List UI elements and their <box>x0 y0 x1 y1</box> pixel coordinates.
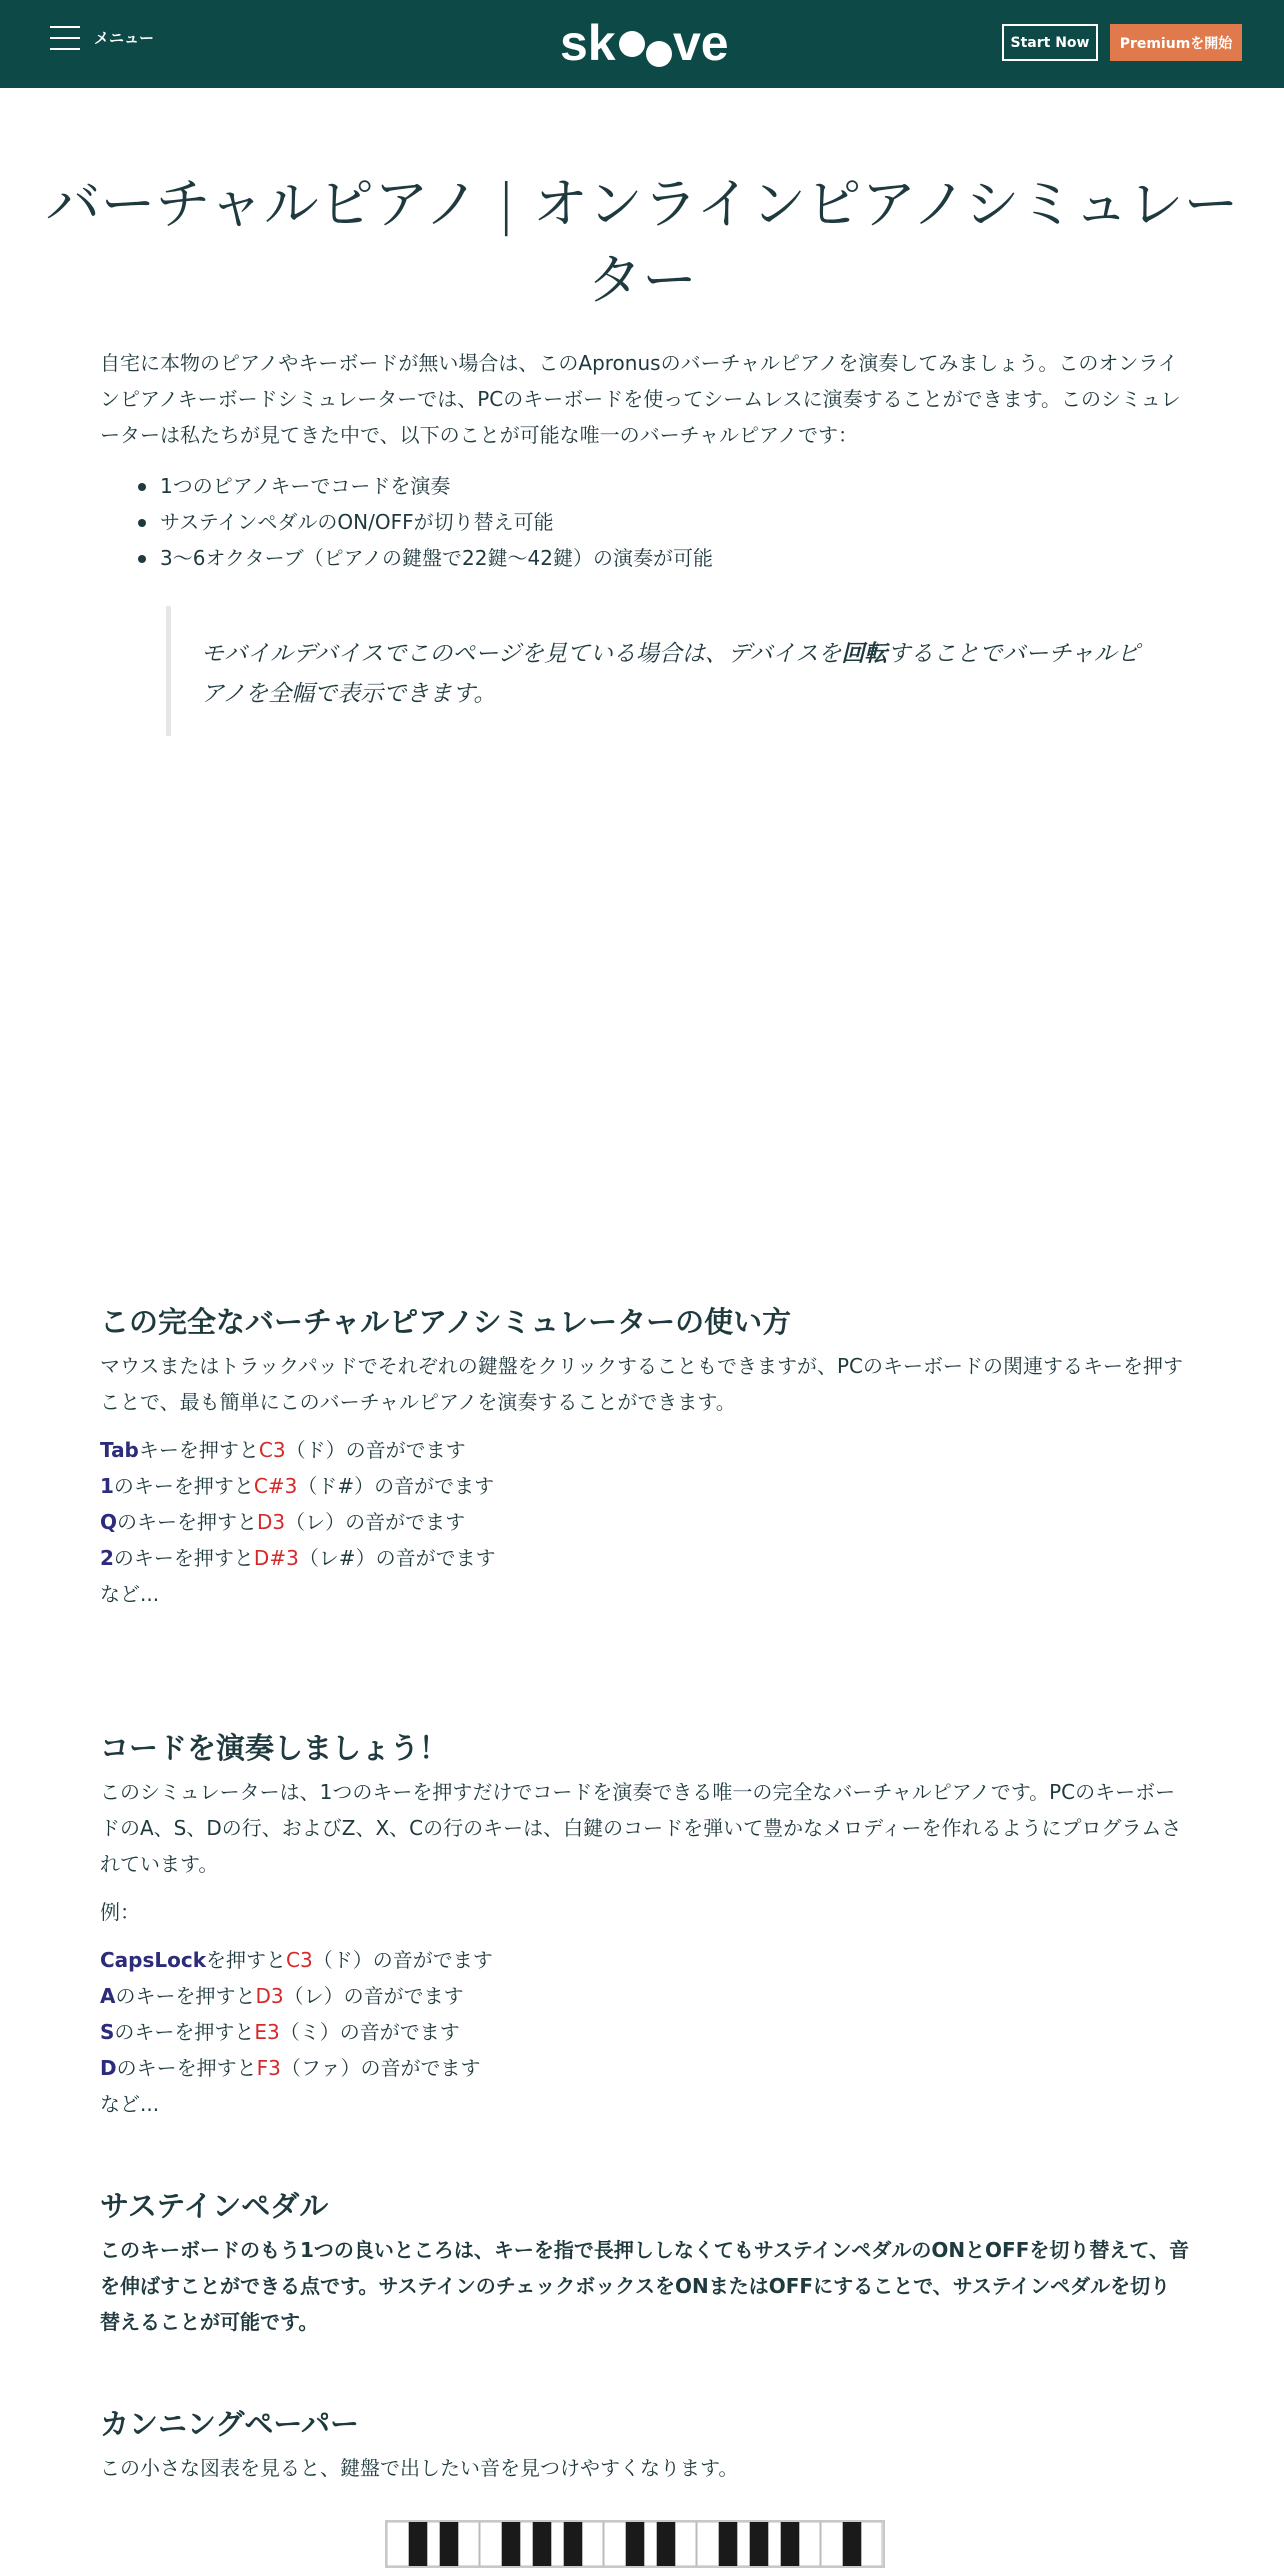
quote-text: モバイルデバイスでこのページを見ている場合は、デバイスを回転することでバーチャルピアノを全幅で表示できます。 <box>201 641 1140 707</box>
black-key <box>750 2522 769 2566</box>
chords-text: このシミュレーターは、1つのキーを押すだけでコードを演奏できる唯一の完全なバーチャルピアノです。PCのキーボードのA、S、Dの行、およびZ、X、Cの行のキーは、白鍵のコードを弾いて豊かなメロディーを作れるようにプログラムされています。 <box>100 1780 1182 1876</box>
chords-heading: コードを演奏しましょう！ <box>100 1731 449 1765</box>
mobile-tip-quote <box>166 606 1146 736</box>
keyboard-cheatsheet-image <box>385 2520 885 2568</box>
premium-start-button[interactable]: Premiumを開始 <box>1110 24 1242 61</box>
black-key <box>843 2522 862 2566</box>
svg-text:sk: sk <box>560 15 616 71</box>
key-mapping-row: CapsLockを押すとC3（ド）の音がでます <box>100 1948 493 1972</box>
black-key <box>564 2522 583 2566</box>
key-mapping-row: 2のキーを押すとD#3（レ#）の音がでます <box>100 1546 496 1570</box>
key-mapping-row: 1のキーを押すとC#3（ド#）の音がでます <box>100 1474 495 1498</box>
list-item: 3～6オクターブ（ピアノの鍵盤で22鍵～42鍵）の演奏が可能 <box>138 540 1138 576</box>
page-title: バーチャルピアノ | オンラインピアノシミュレーター <box>45 172 1239 312</box>
sustain-heading: サステインペダル <box>100 2189 329 2223</box>
sustain-section <box>100 2186 1190 2340</box>
list-item: サステインペダルのON/OFFが切り替え可能 <box>138 504 1138 540</box>
black-key <box>409 2522 428 2566</box>
black-key <box>502 2522 521 2566</box>
black-key <box>626 2522 645 2566</box>
black-key <box>719 2522 738 2566</box>
menu-label[interactable]: メニュー <box>94 28 155 47</box>
svg-text:ve: ve <box>673 15 729 71</box>
etc-text: など... <box>100 1582 160 1606</box>
skoove-logo[interactable] <box>560 14 730 72</box>
piano-keys-graphic <box>387 2522 883 2566</box>
key-mapping-row: Qのキーを押すとD3（レ）の音がでます <box>100 1510 466 1534</box>
howto-heading: この完全なバーチャルピアノシミュレーターの使い方 <box>100 1305 792 1339</box>
black-key <box>781 2522 800 2566</box>
key-mapping-row: Tabキーを押すとC3（ド）の音がでます <box>100 1438 466 1462</box>
intro-paragraph: 自宅に本物のピアノやキーボードが無い場合は、このApronusのバーチャルピアノを演奏してみましょう。このオンラインピアノキーボードシミュレーターでは、PCのキーボードを使ってシームレスに演奏することができます。このシミュレーターは私たちが見てきた中で、以下のことが可能な唯一のバーチャルピアノです： <box>100 351 1181 447</box>
etc-text: など... <box>100 2092 160 2116</box>
cheatsheet-text: この小さな図表を見ると、鍵盤で出したい音を見つけやすくなります。 <box>100 2456 739 2480</box>
key-mapping-row: Aのキーを押すとD3（レ）の音がでます <box>100 1984 464 2008</box>
top-nav-bar <box>0 0 1284 88</box>
start-now-button[interactable]: Start Now <box>1002 24 1098 61</box>
howto-text: マウスまたはトラックパッドでそれぞれの鍵盤をクリックすることもできますが、PCのキーボードの関連するキーを押すことで、最も簡単にこのバーチャルピアノを演奏することができます。 <box>100 1354 1184 1414</box>
black-key <box>533 2522 552 2566</box>
cheatsheet-heading: カンニングペーパー <box>100 2407 359 2441</box>
example-label: 例： <box>100 1900 140 1924</box>
black-key <box>440 2522 459 2566</box>
black-key <box>657 2522 676 2566</box>
list-item: 1つのピアノキーでコードを演奏 <box>138 468 1138 504</box>
chords-section <box>100 1728 1190 2122</box>
howto-section <box>100 1302 1190 1612</box>
menu-toggle[interactable] <box>50 24 154 52</box>
feature-list <box>138 468 1138 576</box>
key-mapping-row: Sのキーを押すとE3（ミ）の音がでます <box>100 2020 460 2044</box>
cheatsheet-section <box>100 2404 1190 2486</box>
sustain-text: このキーボードのもう1つの良いところは、キーを指で長押ししなくてもサステインペダルのONとOFFを切り替えて、音を伸ばすことができる点です。サステインのチェックボックスをONまたはOFFにすることで、サステインペダルを切り替えることが可能です。 <box>100 2238 1189 2334</box>
hamburger-icon[interactable] <box>50 24 80 52</box>
key-mapping-row: Dのキーを押すとF3（ファ）の音がでます <box>100 2056 481 2080</box>
